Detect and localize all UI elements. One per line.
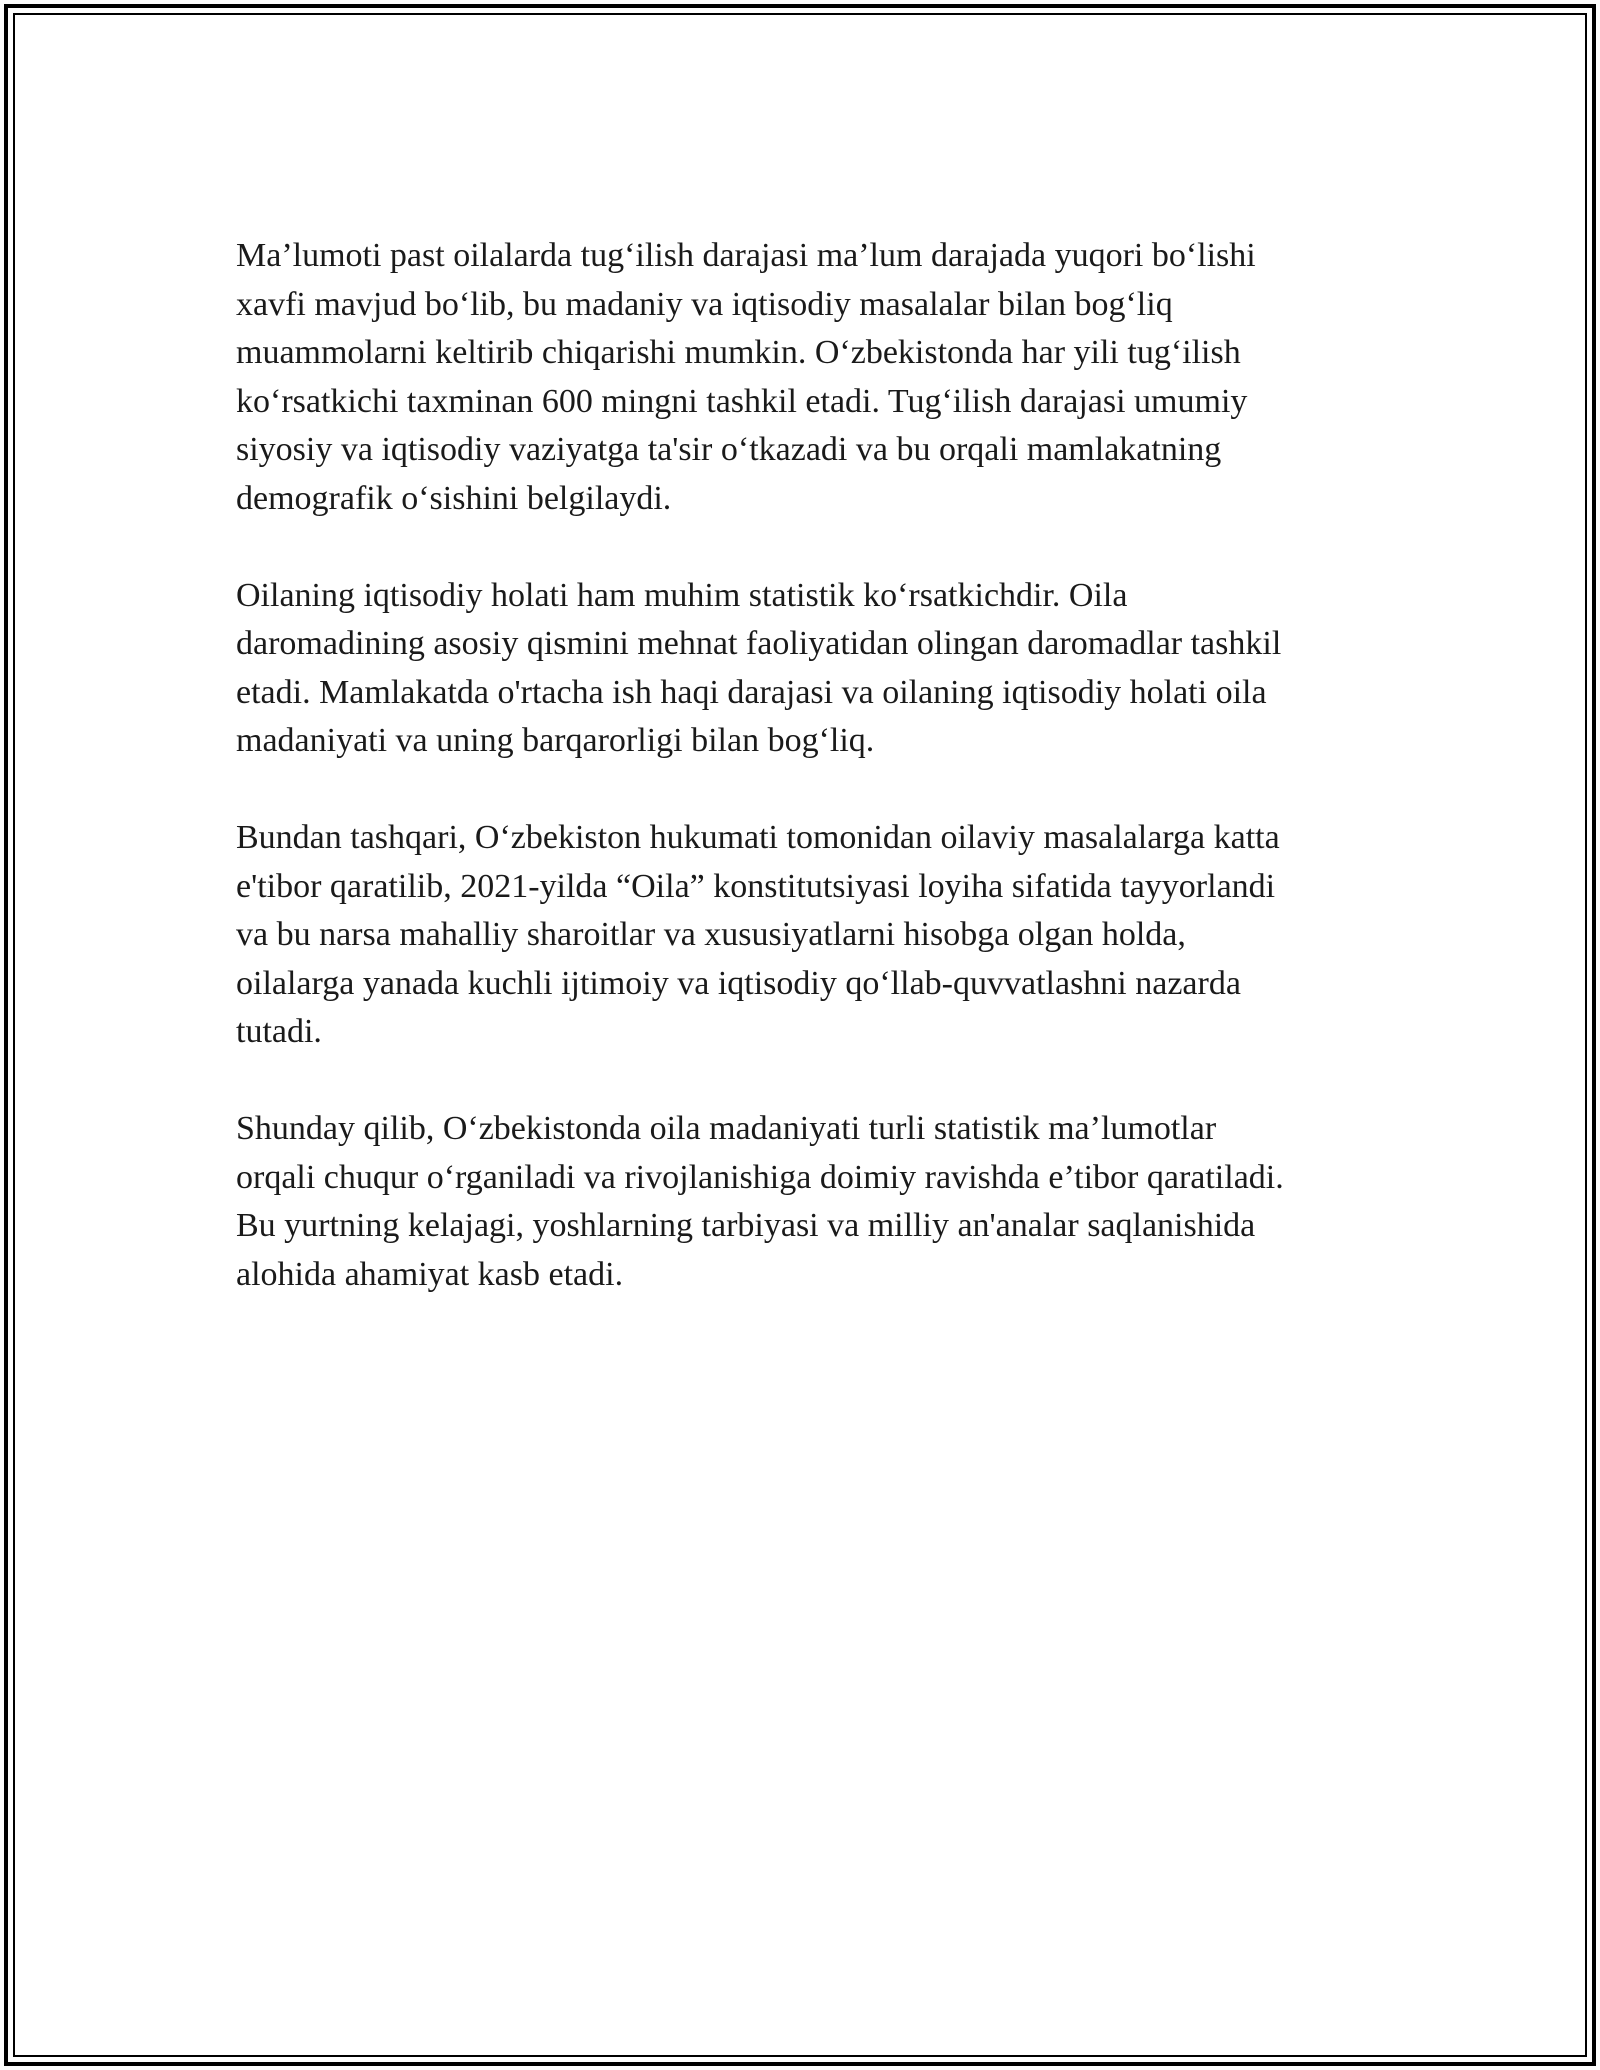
text-line: demografik o‘sishini belgilaydi. [236, 479, 672, 517]
text-line: alohida ahamiyat kasb etadi. [236, 1255, 624, 1293]
text-line: siyosiy va iqtisodiy vaziyatga ta'sir o‘tkazadi va bu orqali mamlakatning [236, 431, 1222, 468]
text-line: muammolarni keltirib chiqarishi mumkin. O‘zbekistonda har yili tug‘ilish [236, 334, 1241, 371]
text-line: Bundan tashqari, O‘zbekiston hukumati tomonidan oilaviy masalalarga katta [236, 819, 1280, 856]
text-line: ko‘rsatkichi taxminan 600 mingni tashkil etadi. Tug‘ilish darajasi umumiy [236, 382, 1248, 420]
text-line: va bu narsa mahalliy sharoitlar va xususiyatlarni hisobga olgan holda, [236, 916, 1186, 953]
paragraph-4 [236, 1105, 1376, 1299]
text-line: daromadining asosiy qismini mehnat faoliyatidan olingan daromadlar tashkil [236, 625, 1282, 662]
text-line: Bu yurtning kelajagi, yoshlarning tarbiyasi va milliy an'analar saqlanishida [236, 1207, 1256, 1244]
text-line: orqali chuqur o‘rganiladi va rivojlanishiga doimiy ravishda e’tibor qaratiladi. [236, 1158, 1284, 1196]
text-line: Shunday qilib, O‘zbekistonda oila madaniyati turli statistik ma’lumotlar [236, 1110, 1217, 1147]
text-line: Oilaning iqtisodiy holati ham muhim statistik ko‘rsatkichdir. Oila [236, 576, 1128, 614]
paragraph-2 [236, 572, 1376, 766]
text-line: oilalarga yanada kuchli ijtimoiy va iqtisodiy qo‘llab-quvvatlashni nazarda [236, 964, 1241, 1002]
paragraph-1 [236, 232, 1376, 523]
text-line: e'tibor qaratilib, 2021-yilda “Oila” konstitutsiyasi loyiha sifatida tayyorlandi [236, 867, 1276, 905]
text-line: madaniyati va uning barqarorligi bilan bog‘liq. [236, 722, 875, 759]
text-line: Ma’lumoti past oilalarda tug‘ilish darajasi ma’lum darajada yuqori bo‘lishi [236, 237, 1256, 274]
document-body [236, 232, 1376, 1348]
text-line: etadi. Mamlakatda o'rtacha ish haqi darajasi va oilaning iqtisodiy holati oila [236, 673, 1267, 711]
text-line: xavfi mavjud bo‘lib, bu madaniy va iqtisodiy masalalar bilan bog‘liq [236, 285, 1173, 323]
paragraph-3 [236, 814, 1376, 1057]
text-line: tutadi. [236, 1013, 322, 1050]
